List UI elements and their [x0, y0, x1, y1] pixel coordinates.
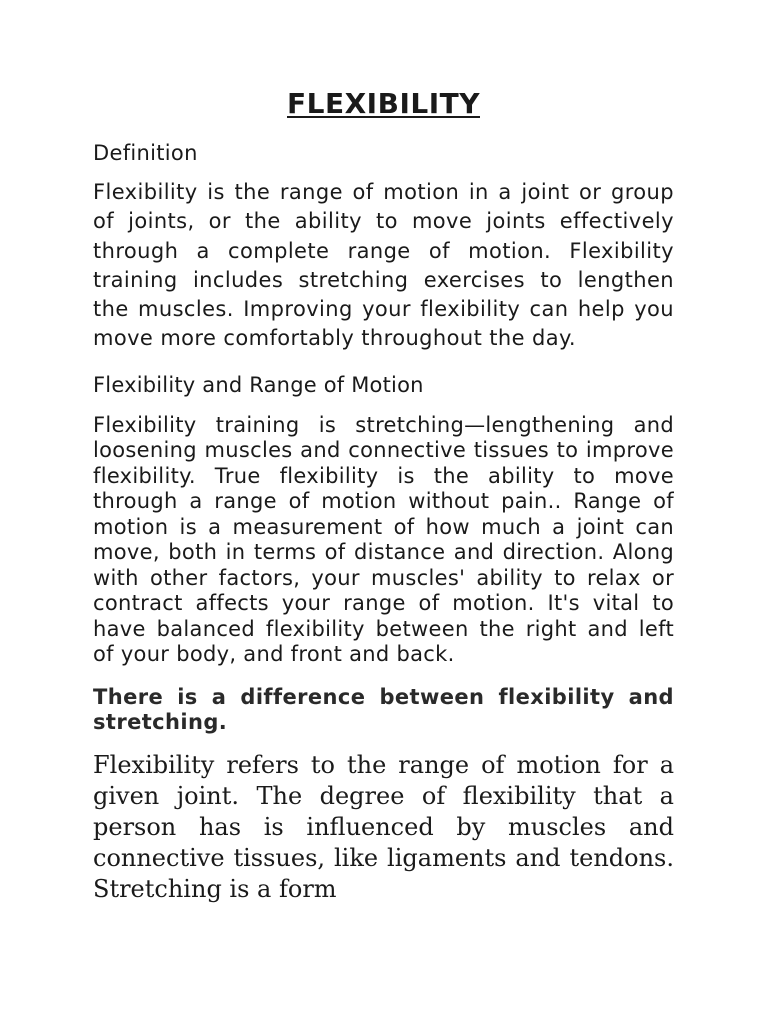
range-of-motion-paragraph: Flexibility training is stretching—lengthening and loosening muscles and connective tissues to improve flexibility. True flexibility is the ability to move through a range of motion without pain.. Range of motion is a measurement of how much a joint can move, both in terms of distance and direction. Along with other factors, your muscles' ability to relax or contract affects your range of motion. It's vital to have balanced flexibility between the right and left of your body, and front and back. — [93, 412, 674, 667]
page-title: FLEXIBILITY — [287, 87, 480, 120]
difference-paragraph: Flexibility refers to the range of motion for a given joint. The degree of flexibility that a person has is influenced by muscles and connective tissues, like ligaments and tendons. Stretching is a form — [93, 750, 674, 903]
definition-paragraph: Flexibility is the range of motion in a joint or group of joints, or the ability to move joints effectively through a complete range of motion. Flexibility training includes stretching exercises to lengthen the muscles. Improving your flexibility can help you move more comfortably throughout the day. — [93, 180, 674, 351]
definition-heading: Definition — [93, 141, 198, 165]
document-page — [93, 86, 674, 1024]
difference-heading: There is a difference between flexibility and stretching. — [93, 684, 674, 735]
range-of-motion-heading: Flexibility and Range of Motion — [93, 372, 424, 397]
